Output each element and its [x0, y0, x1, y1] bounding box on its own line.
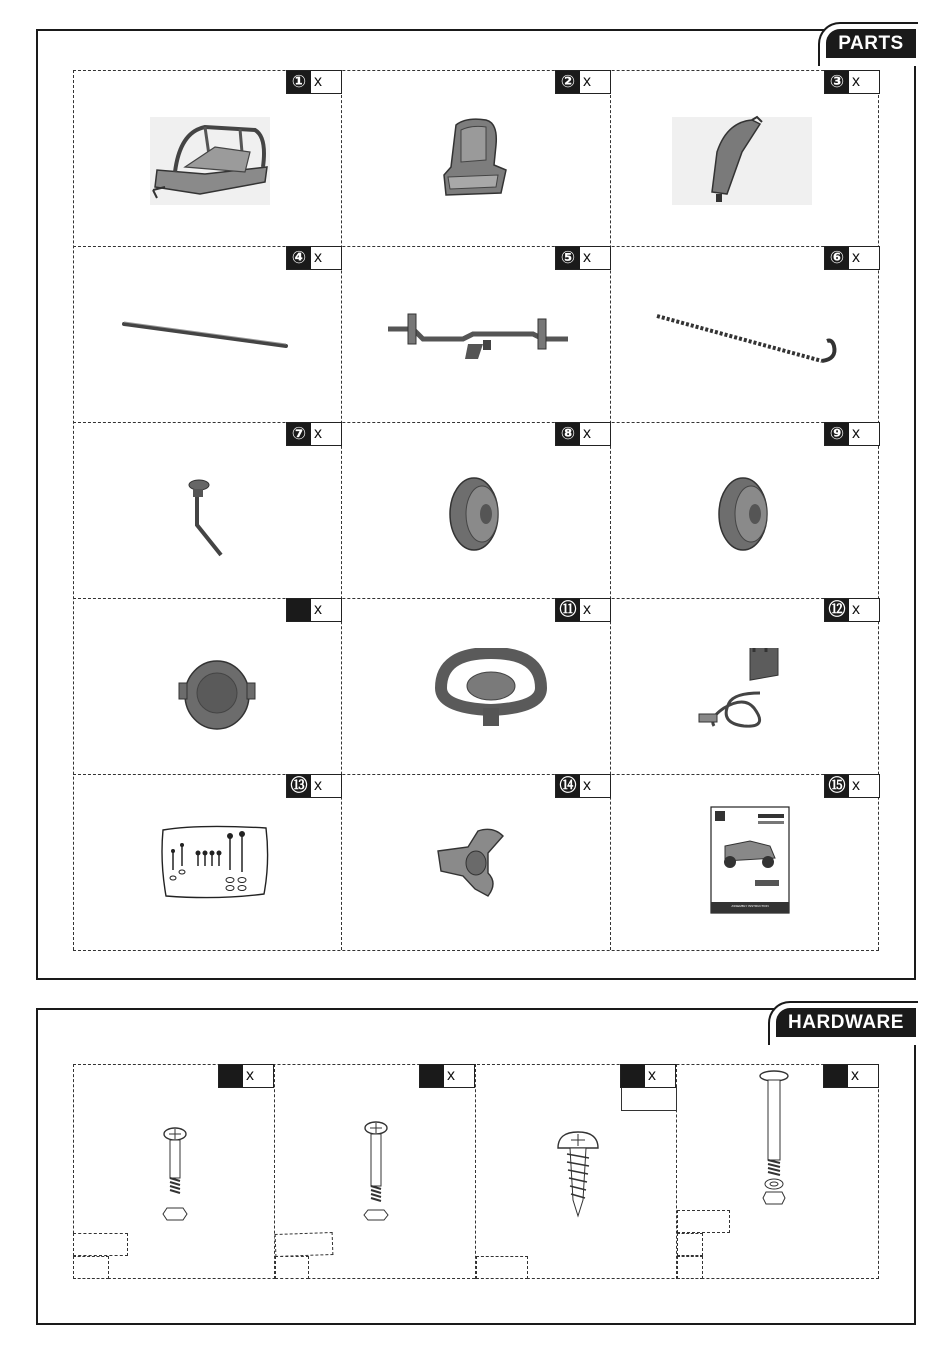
part-number-label: ⑫: [828, 599, 846, 620]
part-number: [287, 71, 311, 93]
part-number-label: ①: [291, 71, 307, 92]
hardware-quantity: x: [851, 1067, 859, 1084]
part-number-badge: [555, 422, 611, 446]
parts-title: PARTS: [826, 29, 916, 58]
part-cell: [341, 422, 610, 598]
part-cell: [610, 774, 879, 950]
part-cell: [610, 70, 879, 246]
part-quantity: x: [314, 425, 322, 442]
part-number: [287, 247, 311, 269]
part-number-badge: [286, 774, 342, 798]
part-quantity: x: [852, 73, 860, 90]
part-number-label: ⑤: [560, 247, 576, 268]
hardware-cell: [676, 1064, 879, 1279]
part-number-badge: [824, 598, 880, 622]
axle-bolt-icon: [754, 1070, 794, 1215]
part-number-label: ⑮: [828, 775, 846, 796]
part-number-label: ⑬: [290, 775, 308, 796]
part-number-badge: [286, 422, 342, 446]
part-number-badge: [555, 246, 611, 270]
rod-icon: [121, 316, 291, 361]
part-cell: [341, 774, 610, 950]
part-quantity: x: [852, 777, 860, 794]
part-number-label: ②: [560, 71, 576, 92]
part-quantity: x: [583, 425, 591, 442]
part-cell: [73, 70, 341, 246]
part-quantity: x: [583, 601, 591, 618]
long-bolt-icon: [356, 1120, 396, 1235]
wing-nut-icon: [433, 821, 518, 906]
part-quantity: x: [852, 601, 860, 618]
hardware-number-badge: [419, 1064, 475, 1088]
part-number-badge: [555, 70, 611, 94]
part-number-badge: [555, 774, 611, 798]
part-cell: [610, 246, 879, 422]
hardware-title: HARDWARE: [776, 1008, 916, 1037]
charger-icon: [694, 648, 804, 738]
screw-icon: [553, 1130, 603, 1225]
part-number-badge: [286, 246, 342, 270]
part-number: [287, 423, 311, 445]
part-number: [556, 71, 580, 93]
part-number-label: ⑪: [559, 599, 577, 620]
part-number: [287, 599, 311, 621]
part-quantity: x: [852, 425, 860, 442]
hardware-number: [420, 1065, 444, 1087]
part-number-badge: [286, 70, 342, 94]
part-number: [556, 423, 580, 445]
part-number-badge: [824, 774, 880, 798]
part-number: [556, 247, 580, 269]
part-quantity: x: [583, 73, 591, 90]
hardware-number: [621, 1065, 645, 1087]
part-cell: [610, 422, 879, 598]
part-number-label: ⑧: [560, 423, 576, 444]
part-number-label: ⑥: [829, 247, 845, 268]
part-quantity: x: [314, 601, 322, 618]
part-cell: [73, 598, 341, 774]
hardware-number-badge: [218, 1064, 274, 1088]
part-cell: [610, 598, 879, 774]
hardware-cell: [274, 1064, 475, 1279]
part-quantity: x: [583, 777, 591, 794]
hardware-cell: [475, 1064, 676, 1279]
hardware-quantity: x: [648, 1067, 656, 1084]
hardware-bag-icon: [158, 822, 273, 907]
part-number: [825, 775, 849, 797]
part-number-badge: [824, 70, 880, 94]
part-quantity: x: [583, 249, 591, 266]
seat-bracket-icon: [672, 112, 812, 212]
part-number-badge: [286, 598, 342, 622]
part-number: [287, 775, 311, 797]
part-number: [556, 775, 580, 797]
wheel-icon: [715, 474, 775, 559]
part-quantity: x: [314, 249, 322, 266]
part-number-badge: [824, 422, 880, 446]
part-cell: [73, 422, 341, 598]
part-number: [825, 423, 849, 445]
part-cell: [73, 774, 341, 950]
kart-frame-icon: [145, 112, 275, 217]
wheel-icon: [446, 474, 506, 559]
steering-rod-icon: [652, 311, 842, 381]
part-cell: [341, 246, 610, 422]
steering-column-icon: [183, 477, 243, 562]
hardware-cell: [73, 1064, 274, 1279]
hardware-number: [824, 1065, 848, 1087]
part-cell: [73, 246, 341, 422]
part-number-badge: [555, 598, 611, 622]
part-cell: [341, 70, 610, 246]
part-number-label: ⑭: [559, 775, 577, 796]
part-quantity: x: [314, 73, 322, 90]
hardware-number-badge: [620, 1064, 676, 1088]
part-number-label: ⑨: [829, 423, 845, 444]
part-quantity: x: [852, 249, 860, 266]
part-cell: [341, 598, 610, 774]
hardware-quantity: x: [447, 1067, 455, 1084]
part-number-label: ④: [291, 247, 307, 268]
hub-cap-icon: [177, 653, 257, 738]
part-number-badge: [824, 246, 880, 270]
manual-cover-footer: ASSEMBLY INSTRUCTION: [731, 904, 769, 908]
part-number: [825, 599, 849, 621]
seat-icon: [436, 115, 516, 210]
short-bolt-icon: [155, 1126, 195, 1231]
part-quantity: x: [314, 777, 322, 794]
steering-wheel-icon: [431, 648, 551, 738]
front-axle-icon: [383, 304, 573, 369]
hardware-number-badge: [823, 1064, 879, 1088]
part-number-label: ⑦: [291, 423, 307, 444]
part-number: [825, 71, 849, 93]
hardware-quantity: x: [246, 1067, 254, 1084]
part-number-label: ③: [829, 71, 845, 92]
part-number: [825, 247, 849, 269]
hardware-number: [219, 1065, 243, 1087]
manual-icon: [710, 806, 790, 919]
part-number: [556, 599, 580, 621]
